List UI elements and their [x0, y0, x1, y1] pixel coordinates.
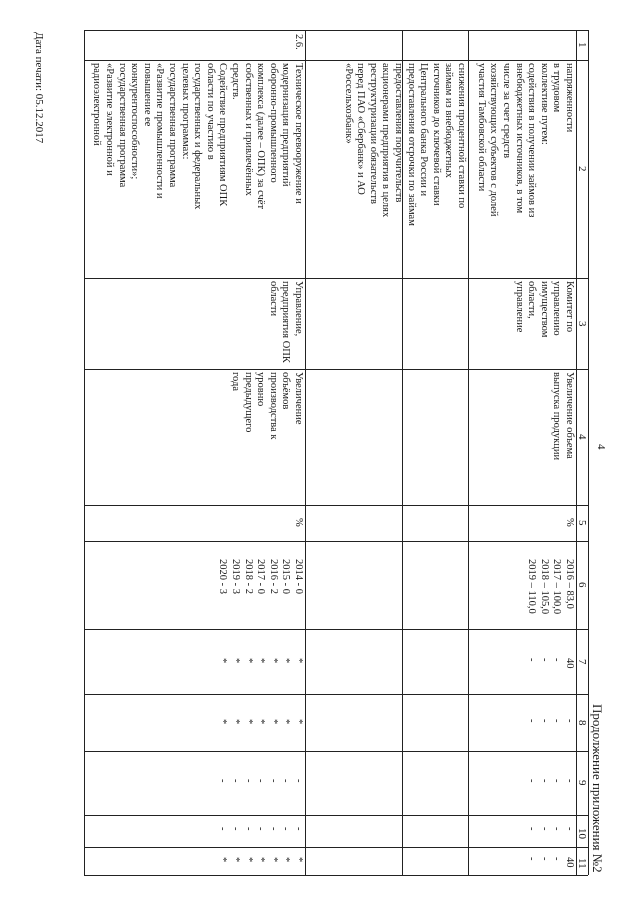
column-number: 6 [576, 582, 588, 588]
cell-col11: - [526, 857, 538, 861]
print-date: Дата печати: 05.12.2017 [33, 32, 45, 144]
cell-col10: - [255, 827, 267, 831]
description-line: целевых программах: [179, 63, 191, 160]
indicator-line: уровню [255, 372, 267, 407]
column-number: 11 [576, 858, 588, 869]
indicator-line: производства к [267, 372, 279, 440]
description-line: государственная программа [116, 63, 128, 188]
target-value: 2017 – 100,0 [551, 559, 563, 615]
cell-col11: * [242, 857, 254, 863]
description-line: источников до ключевой ставки [430, 63, 442, 206]
indicator-line: Увеличение объема [564, 372, 575, 459]
responsible-line: Комитет по [564, 281, 575, 333]
cell-col11: * [267, 857, 279, 863]
unit-cell: % [293, 518, 304, 527]
cell-col9: - [526, 779, 538, 783]
description-line: модернизация предприятий [280, 63, 292, 187]
column-number: 2 [576, 166, 588, 172]
column-number: 4 [576, 434, 588, 440]
description-line: средств. [230, 63, 241, 100]
cell-col7: * [230, 657, 241, 663]
description-line: государственная программа [167, 63, 178, 188]
column-number: 9 [576, 780, 588, 786]
responsible-line: управлению [551, 281, 563, 336]
target-value: 2018 – 105,0 [538, 559, 550, 615]
unit-cell: % [564, 518, 575, 527]
cell-col7: * [255, 657, 267, 663]
cell-col10: - [267, 827, 279, 831]
column-number: 3 [576, 320, 588, 326]
cell-col9: - [280, 779, 292, 783]
cell-col8: * [267, 718, 279, 724]
cell-col11: * [255, 857, 267, 863]
description-line: собственных и привлечённых [242, 63, 254, 196]
cell-col11: * [217, 857, 229, 863]
description-line: хозяйствующих субъектов с долей [488, 63, 500, 217]
indicator-line: объёмов [280, 372, 292, 410]
cell-col7: - [538, 657, 550, 661]
description-line: конкурентоспособности»; [129, 63, 141, 180]
cell-col11: * [293, 857, 304, 863]
cell-col10: - [538, 827, 550, 831]
description-line: в трудовом [551, 63, 563, 113]
cell-col10: - [564, 827, 575, 831]
responsible-line: предприятия ОПК [280, 281, 292, 363]
cell-col8: - [538, 718, 550, 722]
description-line: акционерами предприятия в целях [380, 63, 392, 218]
cell-col7: - [526, 657, 538, 661]
cell-col10: - [217, 827, 229, 831]
description-line: Содействие предприятиям ОПК [217, 63, 229, 207]
target-value: 2014 - 0 [293, 559, 304, 594]
cell-col11: * [280, 857, 292, 863]
column-number: 7 [576, 658, 588, 664]
column-number: 1 [576, 42, 588, 48]
description-line: комплекса (далее – ОПК) за счёт [255, 63, 267, 210]
column-number: 5 [576, 520, 588, 526]
cell-col11: * [230, 857, 241, 863]
page-number: 4 [595, 444, 607, 450]
description-line: Техническое перевооружение и [293, 63, 304, 204]
responsible-line: Управление, [293, 281, 304, 337]
cell-col10: - [280, 827, 292, 831]
description-line: внебюджетных источников, в том [513, 63, 525, 214]
description-line: «Россельхозбанк» [342, 63, 354, 144]
cell-col11: 40 [564, 857, 575, 868]
description-line: числе за счет средств [501, 63, 512, 159]
cell-col8: * [280, 718, 292, 724]
cell-col9: - [267, 779, 279, 783]
target-value: 2019 - 3 [230, 559, 241, 594]
description-line: радиоэлектронной [91, 63, 103, 146]
indicator-line: предыдущего [242, 372, 254, 433]
cell-col8: - [551, 718, 563, 722]
target-value: 2015 - 0 [280, 559, 292, 594]
cell-col8: * [293, 718, 304, 724]
indicator-line: года [230, 372, 241, 391]
target-value: 2016 - 2 [267, 559, 279, 594]
cell-col7: - [551, 657, 563, 661]
cell-col10: - [526, 827, 538, 831]
continuation-label: Продолжение приложения №2 [590, 704, 605, 873]
description-line: содействия в получении займов из [526, 63, 538, 218]
description-line: займам из внебюджетных [443, 63, 455, 178]
cell-col9: - [217, 779, 229, 783]
description-line: «Развитие промышленности и [154, 63, 166, 199]
cell-col10: - [551, 827, 563, 831]
indicator-line: Увеличение [293, 372, 304, 425]
column-number: 8 [576, 719, 588, 725]
cell-col10: - [230, 827, 241, 831]
cell-col9: - [255, 779, 267, 783]
description-line: предоставления поручительств [393, 63, 404, 203]
cell-col9: - [293, 779, 304, 783]
description-line: оборонно-промышленного [267, 63, 279, 183]
description-line: реструктуризации обязательств [367, 63, 379, 204]
description-line: коллективе путем: [538, 63, 550, 145]
cell-col9: - [564, 779, 575, 783]
cell-col9: - [230, 779, 241, 783]
target-value: 2017 - 0 [255, 559, 267, 594]
cell-col10: - [242, 827, 254, 831]
target-value: 2020 - 3 [217, 559, 229, 594]
cell-col9: - [242, 779, 254, 783]
description-line: Центрального банка России и [418, 63, 430, 197]
cell-col8: - [564, 718, 575, 722]
cell-col7: 40 [564, 657, 575, 668]
cell-col11: - [538, 857, 550, 861]
description-line: участия Тамбовской области [475, 63, 487, 192]
cell-col8: * [242, 718, 254, 724]
indicator-line: выпуска продукции [551, 372, 563, 461]
description-line: «Развитие электронной и [104, 63, 115, 176]
cell-col11: - [551, 857, 563, 861]
responsible-line: имуществом [538, 281, 550, 338]
cell-col9: - [538, 779, 550, 783]
cell-col10: - [293, 827, 304, 831]
target-value: 2016 – 83,0 [564, 559, 575, 609]
target-value: 2019 – 110,0 [526, 559, 538, 614]
description-line: перед ПАО «Сбербанк» и АО [355, 63, 367, 195]
cell-col7: * [280, 657, 292, 663]
responsible-line: области [267, 281, 279, 317]
cell-col7: * [293, 657, 304, 663]
target-value: 2018 - 2 [242, 559, 254, 594]
cell-col8: * [230, 718, 241, 724]
cell-col8: - [526, 718, 538, 722]
description-line: предоставления отсрочки по займам [405, 63, 417, 226]
cell-col7: * [242, 657, 254, 663]
row-number: 2.6. [293, 34, 304, 50]
description-line: государственных и федеральных [192, 63, 204, 210]
description-line: снижения процентной ставки по [456, 63, 467, 209]
description-line: напряженности [564, 63, 575, 133]
responsible-line: области, [526, 281, 538, 319]
description-line: повышение ее [141, 63, 153, 127]
column-number: 10 [576, 828, 588, 839]
cell-col8: * [255, 718, 267, 724]
cell-col7: * [267, 657, 279, 663]
description-line: области по участию в [204, 63, 216, 160]
cell-col8: * [217, 718, 229, 724]
cell-col7: * [217, 657, 229, 663]
cell-col9: - [551, 779, 563, 783]
responsible-line: управление [513, 281, 525, 333]
